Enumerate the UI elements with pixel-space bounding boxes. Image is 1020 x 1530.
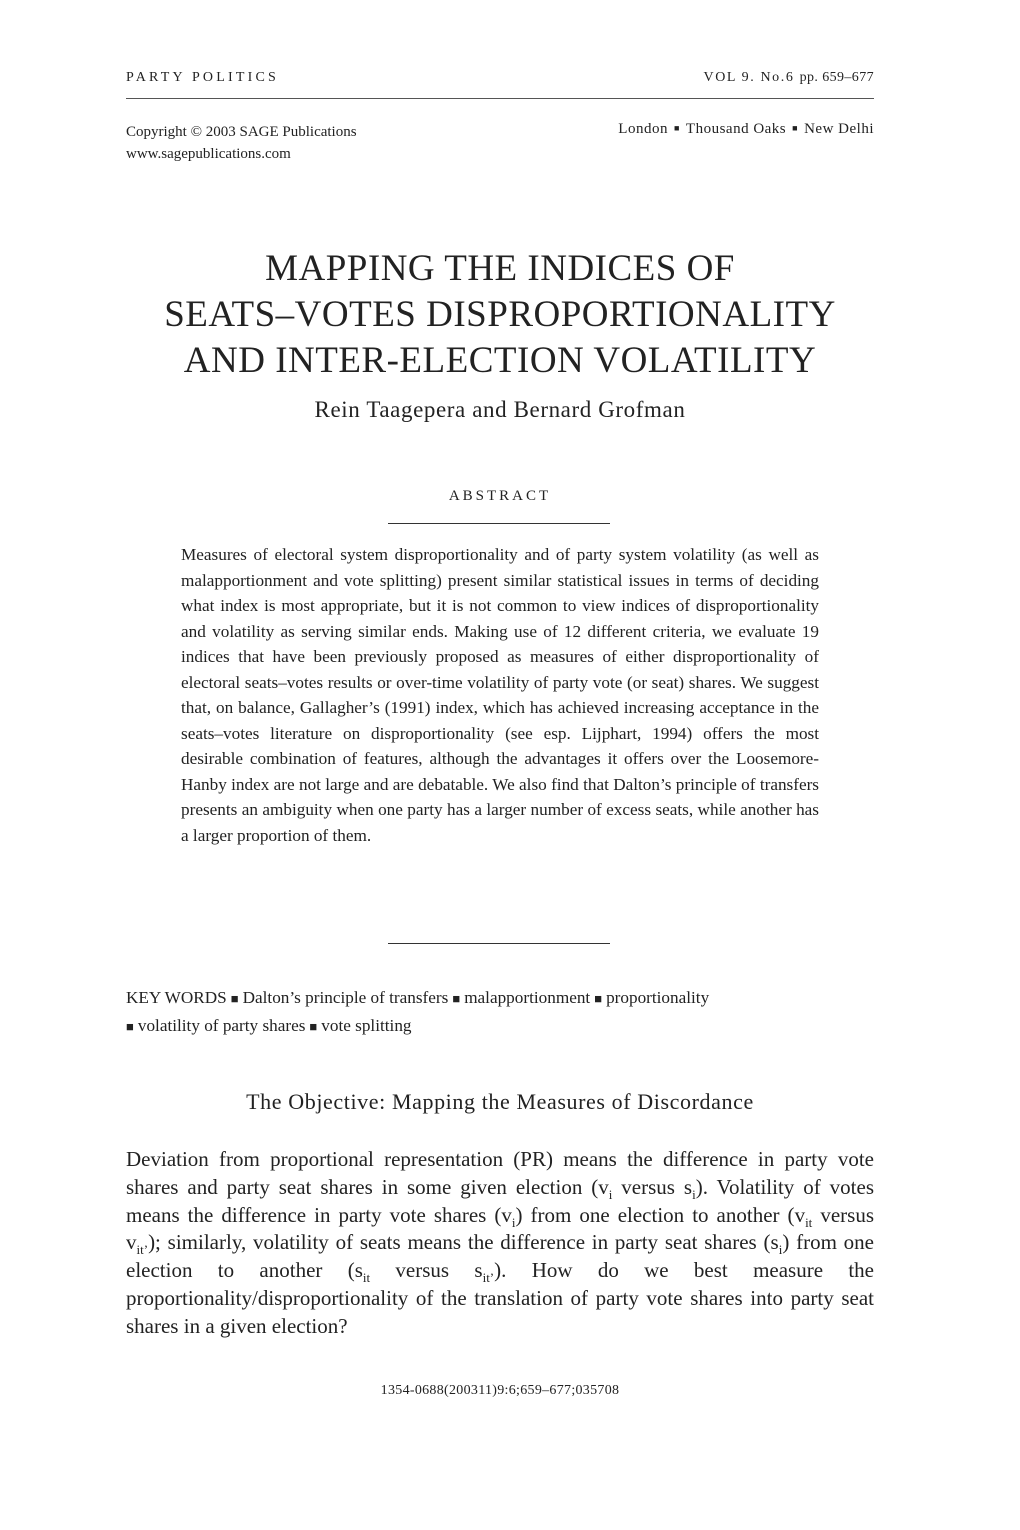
- copyright-line: Copyright © 2003 SAGE Publications: [126, 124, 357, 140]
- article-authors: Rein Taagepera and Bernard Grofman: [314, 397, 686, 422]
- volume-number: VOL 9. No.6: [703, 70, 795, 85]
- body-paragraph: Deviation from proportional representation (PR) means the difference in party vote shares and party seat shares in some given election ($v_i$ versus $s_i$). Volatility of votes means the difference in party vote shares $(v_i)$ from one election to another ($v_{it}$ versus $v_{it’}$); similarly, volatility of seats means the difference in party seat shares $(s_i)$ from one election to another ($s_{it}$ versus $s_{it’}$). How do we best measure the proportionality/disproportionality of the translation of party vote shares into party seat shares in a given election?: [126, 1147, 874, 1338]
- square-bullet-icon: ■: [230, 991, 239, 1006]
- square-bullet-icon: ■: [126, 1019, 134, 1034]
- publisher-cities: [618, 121, 874, 138]
- city-london: London: [618, 121, 668, 137]
- square-bullet-icon: ■: [594, 991, 603, 1006]
- keyword-item: malapportionment: [464, 988, 591, 1007]
- abstract-bottom-rule: [388, 943, 610, 944]
- publisher-website: www.sagepublications.com: [126, 146, 291, 162]
- article-title: [126, 246, 874, 384]
- keyword-item: volatility of party shares: [137, 1016, 306, 1035]
- square-bullet-icon: ■: [452, 991, 461, 1006]
- abstract-top-rule: [388, 523, 610, 524]
- keyword-item: Dalton’s principle of transfers: [242, 988, 449, 1007]
- keywords-label: KEY WORDS: [126, 988, 227, 1007]
- header-rule: [126, 98, 874, 99]
- journal-name: PARTY POLITICS: [126, 70, 279, 85]
- title-line-3: AND INTER-ELECTION VOLATILITY: [183, 340, 817, 381]
- page-range: pp. 659–677: [799, 70, 874, 85]
- keyword-item: vote splitting: [321, 1016, 412, 1035]
- article-code: 1354-0688(200311)9:6;659–677;035708: [380, 1383, 620, 1398]
- volume-info: [704, 70, 874, 86]
- square-bullet-icon: ■: [792, 123, 799, 133]
- section-heading: The Objective: Mapping the Measures of Discordance: [246, 1089, 754, 1114]
- city-new-delhi: New Delhi: [804, 121, 874, 137]
- city-thousand-oaks: Thousand Oaks: [685, 121, 787, 137]
- abstract-heading: ABSTRACT: [448, 488, 552, 504]
- title-line-1: MAPPING THE INDICES OF: [265, 248, 735, 289]
- keyword-item: proportionality: [606, 988, 710, 1007]
- abstract-text: Measures of electoral system disproportionality and of party system volatility (as well as malapportionment and vote splitting) present similar statistical issues in terms of deciding what index is most appropriate, but it is not common to view indices of disproportionality and volatility as serving similar ends. Making use of 12 different criteria, we evaluate 19 indices that have been previously proposed as measures of either disproportionality of electoral seats–votes results or over-time volatility of party vote (or seat) shares. We suggest that, on balance, Gallagher’s (1991) index, which has achieved increasing acceptance in the seats–votes literature on disproportionality (see esp. Lijphart, 1994) offers the most desirable combination of features, although the advantages it offers over the Loosemore-Hanby index are not large and are debatable. We also find that Dalton’s principle of transfers presents an ambiguity when one party has a larger number of excess seats, while another has a larger proportion of them.: [181, 545, 819, 845]
- title-line-2: SEATS–VOTES DISPROPORTIONALITY: [164, 294, 836, 335]
- square-bullet-icon: ■: [309, 1019, 318, 1034]
- keywords-block: [126, 984, 874, 1040]
- copyright-block: [126, 121, 357, 165]
- square-bullet-icon: ■: [673, 123, 680, 133]
